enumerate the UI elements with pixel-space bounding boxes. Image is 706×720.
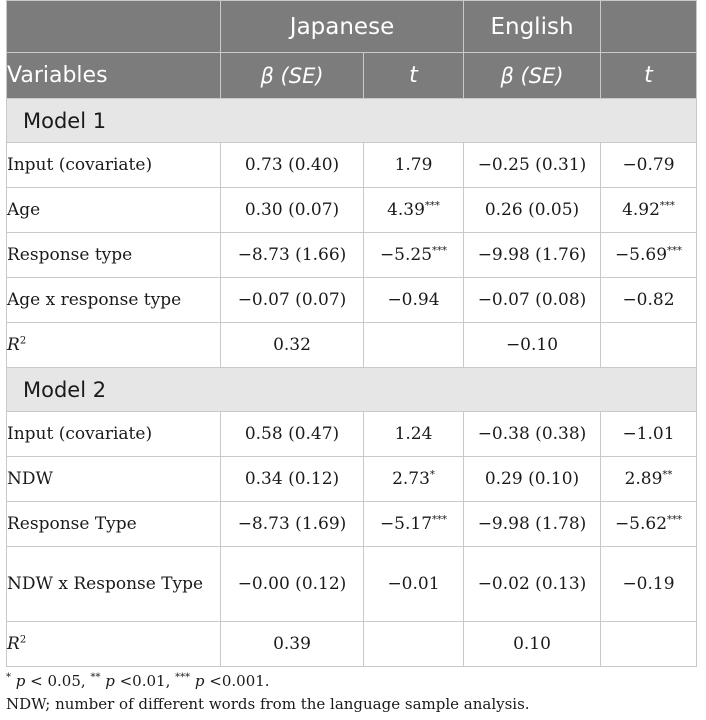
header-variables: Variables (7, 53, 221, 99)
jp-beta-cell: 0.73 (0.40) (221, 143, 364, 188)
table-row (7, 188, 697, 233)
jp-r-squared-empty (364, 323, 464, 368)
header-empty-cell-right (601, 1, 697, 53)
header-japanese: Japanese (221, 1, 464, 53)
en-beta-cell: 0.26 (0.05) (464, 188, 601, 233)
ndw-note: NDW; number of different words from the language sample analysis. (6, 695, 530, 713)
jp-t-cell: 1.24 (364, 412, 464, 457)
header-jp-t: t (364, 53, 464, 99)
jp-beta-cell: 0.58 (0.47) (221, 412, 364, 457)
en-t-cell: −0.82 (601, 278, 697, 323)
section-model-2 (7, 368, 697, 412)
header-jp-beta-se: β (SE) (221, 53, 364, 99)
jp-beta-cell: 0.30 (0.07) (221, 188, 364, 233)
jp-t-cell: 4.39*** (364, 188, 464, 233)
en-beta-cell: 0.29 (0.10) (464, 457, 601, 502)
en-t-cell: 2.89** (601, 457, 697, 502)
header-en-beta-se: β (SE) (464, 53, 601, 99)
table-row (7, 233, 697, 278)
jp-r-squared: 0.39 (221, 622, 364, 667)
en-t-cell: −0.79 (601, 143, 697, 188)
table-row (7, 143, 697, 188)
jp-t-cell: −0.94 (364, 278, 464, 323)
table-row (7, 547, 697, 622)
header-english: English (464, 1, 601, 53)
header-row-columns (7, 53, 697, 99)
row-label: Age (7, 188, 221, 233)
en-t-cell: −5.62*** (601, 502, 697, 547)
row-label: Input (covariate) (7, 412, 221, 457)
en-t-cell: −1.01 (601, 412, 697, 457)
regression-table (6, 0, 697, 667)
en-beta-cell: −0.38 (0.38) (464, 412, 601, 457)
en-r-squared-empty (601, 323, 697, 368)
row-label: Age x response type (7, 278, 221, 323)
r-squared-label: $R^2$ (7, 622, 221, 667)
en-beta-cell: −0.02 (0.13) (464, 547, 601, 622)
en-t-cell: −5.69*** (601, 233, 697, 278)
jp-beta-cell: −8.73 (1.66) (221, 233, 364, 278)
row-label: NDW x Response Type (7, 547, 221, 622)
en-t-cell: −0.19 (601, 547, 697, 622)
en-t-cell: 4.92*** (601, 188, 697, 233)
table-row (7, 412, 697, 457)
row-label: Input (covariate) (7, 143, 221, 188)
jp-r-squared-empty (364, 622, 464, 667)
r-squared-label: $R^2$ (7, 323, 221, 368)
jp-r-squared: 0.32 (221, 323, 364, 368)
row-label: NDW (7, 457, 221, 502)
section-model-1 (7, 99, 697, 143)
en-beta-cell: −9.98 (1.76) (464, 233, 601, 278)
en-r-squared: −0.10 (464, 323, 601, 368)
row-label: Response type (7, 233, 221, 278)
jp-t-cell: −5.17*** (364, 502, 464, 547)
en-beta-cell: −9.98 (1.78) (464, 502, 601, 547)
header-en-t: t (601, 53, 697, 99)
table-footnotes (6, 670, 530, 716)
r-squared-row (7, 323, 697, 368)
en-r-squared-empty (601, 622, 697, 667)
jp-t-cell: 2.73* (364, 457, 464, 502)
jp-beta-cell: −0.00 (0.12) (221, 547, 364, 622)
en-beta-cell: −0.07 (0.08) (464, 278, 601, 323)
table-row (7, 457, 697, 502)
r-squared-row (7, 622, 697, 667)
row-label: Response Type (7, 502, 221, 547)
section-title: Model 1 (7, 99, 697, 143)
header-empty-cell (7, 1, 221, 53)
jp-beta-cell: 0.34 (0.12) (221, 457, 364, 502)
significance-note: * p < 0.05, ** p <0.01, *** p <0.001. (6, 672, 270, 690)
table-row (7, 278, 697, 323)
section-title: Model 2 (7, 368, 697, 412)
jp-t-cell: −0.01 (364, 547, 464, 622)
en-r-squared: 0.10 (464, 622, 601, 667)
en-beta-cell: −0.25 (0.31) (464, 143, 601, 188)
header-row-groups (7, 1, 697, 53)
jp-t-cell: −5.25*** (364, 233, 464, 278)
jp-t-cell: 1.79 (364, 143, 464, 188)
jp-beta-cell: −0.07 (0.07) (221, 278, 364, 323)
table-row (7, 502, 697, 547)
jp-beta-cell: −8.73 (1.69) (221, 502, 364, 547)
